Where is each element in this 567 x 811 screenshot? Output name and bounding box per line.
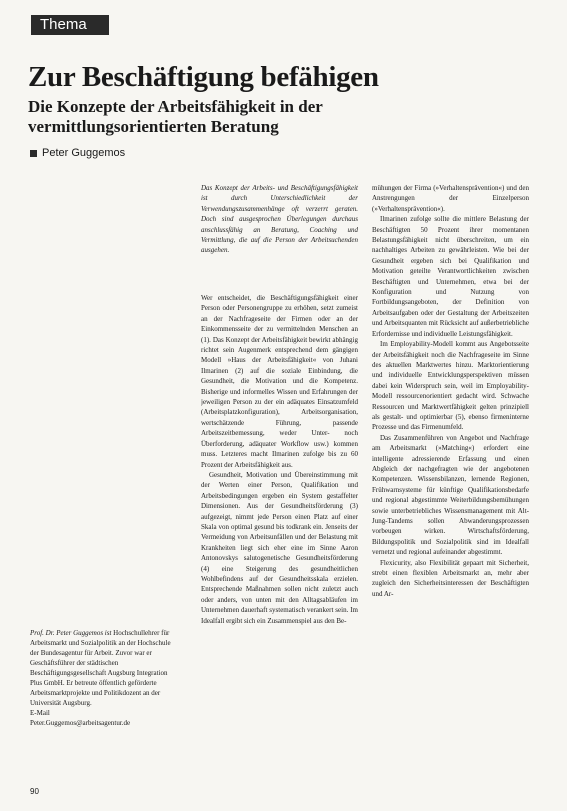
author-name: Peter Guggemos — [42, 147, 126, 159]
article-title: Zur Beschäftigung befähigen — [28, 61, 379, 93]
article-intro: Das Konzept der Arbeits- und Beschäftigungsfähigkeit ist durch Unterschiedlichkeit der Verwendungszusammenhänge oft verzerrt geraten. Doch sind ausgesprochen Überlegungen durchaus anschlussfähig an Beratung, Coaching und Vermittlung, die auf die Person der Arbeitsuchenden ausgehen. — [201, 184, 358, 255]
paragraph: Im Employability-Modell kommt aus Angebotsseite der Arbeitsfähigkeit noch die Nachfrageseite im Sinne des aktuellen Marktwertes hinzu. Marktorientierung und individuelle Entwicklungsperspektiven müssen dabei kein Widerspruch sein, weil im Employability-Modell ressourcenorientiert gedacht wird. Schwache Ressourcen und Marktwertfähigkeit gelten prinzipiell als gestalt- und optimierbar (5), ebenso firmeninterne Prozesse und das Firmenumfeld. — [372, 340, 529, 432]
paragraph: Ilmarinen zufolge sollte die mittlere Belastung der Beschäftigten 50 Prozent ihrer momentanen Belastungsfähigkeit nicht überschreiten, um ein nachhaltiges Arbeiten zu gewährleisten. Wie bei der Gesundheit ergeben sich bei Qualifikation und Motivation geteilte Verantwortlichkeiten zwischen Beschäftigten und Unternehmen, etwa bei der Konfiguration und Nutzung von Fortbildungsangeboten, der Definition von Arbeitsaufgaben oder der Gestaltung der Arbeitszeiten und Arbeitsquanten mit Rücksicht auf außerbetriebliche Erfordernisse und individuelle Leistungsfähigkeit. — [372, 215, 529, 338]
author-line — [30, 147, 125, 159]
paragraph: Flexicurity, also Flexibilität gepaart mit Sicherheit, strebt einen flexiblen Arbeitsmarkt an, mehr aber zugleich den Sicherheitsinteressen der Beschäftigten und Ar- — [372, 558, 529, 598]
bio-text: Hochschullehrer für Arbeitsmarkt und Sozialpolitik an der Hochschule der Bundesagentur für Arbeit. Zuvor war er Geschäftsführer der städtischen Beschäftigungsgesellschaft Augsburg Integration Plus GmbH. Er betreute öffentlich geförderte Arbeitsmarktprojekte und Politikdozent an der Universität Augsburg. — [30, 629, 171, 707]
author-bio — [30, 628, 180, 728]
section-tag: Thema — [31, 15, 109, 35]
page-number: 90 — [30, 787, 39, 796]
paragraph: Das Zusammenführen von Angebot und Nachfrage am Arbeitsmarkt (»Matching«) erfordert eine intelligente adressierende Erfassung und einen Abgleich der nachgefragten wie der angebotenen Kompetenzen. Wissensbilanzen, lernende Regionen, Frühwarnsysteme für künftige Qualifikationsbedarfe und regional abgestimmte Weiterbildungsbemühungen sowie unterbetriebliches Wissensmanagement mit Alt-Jung-Tandems sollen Abwanderungsprozessen vorbeugen wirken. Wirtschaftsförderung, Bildungspolitik und Sozialpolitik sind im Idealfall vernetzt und regional aufeinander abgestimmt. — [372, 433, 529, 557]
bio-name: Prof. Dr. Peter Guggemos ist — [30, 629, 112, 637]
paragraph: Gesundheit, Motivation und Übereinstimmung mit der Werten einer Person, Qualifikation und Arbeitsbedingungen ergeben ein System gestaffelter Dimensionen. Aus der Gesundheitsförderung (3) aufgezeigt, nimmt jede Person einen Platz auf einer Skala von optimal gesund bis todkrank ein. Jenseits der Vermeidung von Arbeitsunfällen und der Belastung mit Krankheiten liegt sich eher eine im Sinne Aaron Antonovskys salutogenetische Gesundheitsförderung (4) eine Steigerung des gesundheitlichen Wohlbefindens auf der Gesundheitsskala erzielen. Entsprechende Maßnahmen sollen nicht zuletzt auch oder anders, von unten mit den Alltagsabläufen im Unternehmen dauerhaft systematisch verankert sein. Im Idealfall ergibt sich ein Zusammenspiel aus den Be- — [201, 470, 358, 625]
body-column-right — [372, 183, 529, 798]
article-subtitle: Die Konzepte der Arbeitsfähigkeit in der vermittlungsorientierten Beratung — [28, 97, 323, 136]
bio-email-label: E-Mail — [30, 709, 50, 717]
bio-email[interactable]: Peter.Guggemos@arbeitsagentur.de — [30, 719, 131, 727]
square-bullet-icon — [30, 150, 37, 157]
paragraph: mühungen der Firma (»Verhaltensprävention«) und den Anstrengungen der Einzelperson (»Verhaltensprävention«). — [372, 184, 529, 213]
paragraph: Wer entscheidet, die Beschäftigungsfähigkeit einer Person oder Personengruppe zu erhöhen, setzt zumeist an der Nachfrageseite der Firmen oder an der Einkommensseite der zu vermittelnden Menschen an (1). Das Konzept der Arbeitsfähigkeit bewirkt abhängig richtet sein Augenmerk entsprechend dem gängigen Modell »Haus der Arbeitsfähigkeit« von Juhani Ilmarinen (2) auf die soziale Einbindung, die Gesundheit, die Motivation und die Kompetenz. Bisherige und informelles Wissen und Erfahrungen der jeweiligen Person zu der ein adäquates Einsatzumfeld (Arbeitsplatzkonfiguration), Arbeitsorganisation, wertschätzende Führung, passende Arbeitszeitbemessung, weder Unter- noch Überforderung, adäquater Workflow usw.) kommen muss. Letzteres macht Ilmarinen zufolge bis zu 60 Prozent der Arbeitsfähigkeit aus. — [201, 294, 358, 469]
body-column-left — [201, 293, 358, 798]
